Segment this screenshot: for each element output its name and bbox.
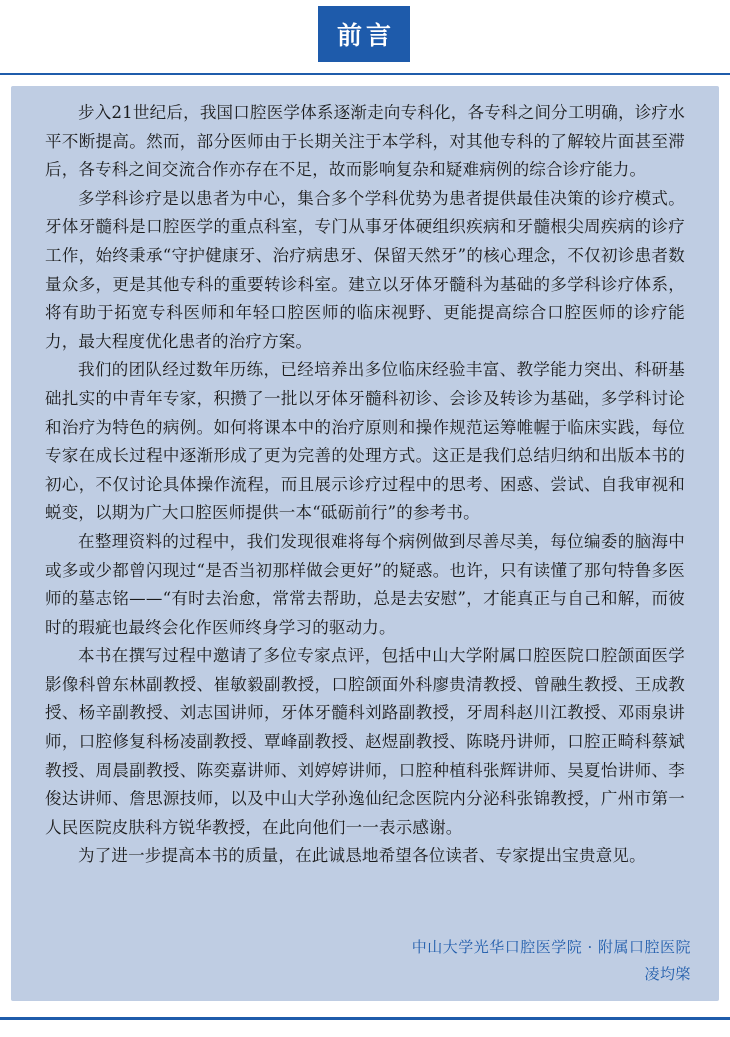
content-panel [11,86,719,1001]
paragraph: 本书在撰写过程中邀请了多位专家点评，包括中山大学附属口腔医院口腔颌面医学影像科曾东林副教授、崔敏毅副教授，口腔颌面外科廖贵清教授、曾融生教授、王成教授、杨辛副教授、刘志国讲师，牙体牙髓科刘路副教授，牙周科赵川江教授、邓雨泉讲师，口腔修复科杨凌副教授、覃峰副教授、赵煜副教授、陈晓丹讲师，口腔正畸科蔡斌教授、周晨副教授、陈奕嘉讲师、刘婷婷讲师，口腔种植科张辉讲师、吴夏怡讲师、李俊达讲师、詹思源技师，以及中山大学孙逸仙纪念医院内分泌科张锦教授，广州市第一人民医院皮肤科方锐华教授，在此向他们一一表示感谢。 [45,646,685,837]
signature-institution: 中山大学光华口腔医学院 · 附属口腔医院 [411,938,691,956]
paragraph: 在整理资料的过程中，我们发现很难将每个病例做到尽善尽美，每位编委的脑海中或多或少都曾闪现过“是否当初那样做会更好”的疑惑。也许，只有读懂了那句特鲁多医师的墓志铭——“有时去治愈，常常去帮助，总是去安慰”，才能真正与自己和解，而彼时的瑕疵也最终会化作医师终身学习的驱动力。 [45,531,685,637]
signature-block [412,934,691,988]
paragraph: 为了进一步提高本书的质量，在此诚恳地希望各位读者、专家提出宝贵意见。 [78,846,646,866]
signature-author: 凌均棨 [644,965,691,983]
page-frame [0,73,730,1020]
paragraph: 多学科诊疗是以患者为中心，集合多个学科优势为患者提供最佳决策的诊疗模式。牙体牙髓科是口腔医学的重点科室，专门从事牙体硬组织疾病和牙髓根尖周疾病的诊疗工作，始终秉承“守护健康牙、治疗病患牙、保留天然牙”的核心理念，不仅初诊患者数量众多，更是其他专科的重要转诊科室。建立以牙体牙髓科为基础的多学科诊疗体系，将有助于拓宽专科医师和年轻口腔医师的临床视野、更能提高综合口腔医师的诊疗能力，最大程度优化患者的治疗方案。 [45,188,685,351]
page-title: 前言 [318,6,410,62]
preface-body [45,99,685,871]
paragraph: 我们的团队经过数年历练，已经培养出多位临床经验丰富、教学能力突出、科研基础扎实的中青年专家，积攒了一批以牙体牙髓科初诊、会诊及转诊为基础，多学科讨论和治疗为特色的病例。如何将课本中的治疗原则和操作规范运筹帷幄于临床实践，每位专家在成长过程中逐渐形成了更为完善的处理方式。这正是我们总结归纳和出版本书的初心，不仅讨论具体操作流程，而且展示诊疗过程中的思考、困惑、尝试、自我审视和蜕变，以期为广大口腔医师提供一本“砥砺前行”的参考书。 [45,360,685,523]
paragraph: 步入21世纪后，我国口腔医学体系逐渐走向专科化，各专科之间分工明确，诊疗水平不断提高。然而，部分医师由于长期关注于本学科，对其他专科的了解较片面甚至滞后，各专科之间交流合作亦存在不足，故而影响复杂和疑难病例的综合诊疗能力。 [45,103,685,180]
